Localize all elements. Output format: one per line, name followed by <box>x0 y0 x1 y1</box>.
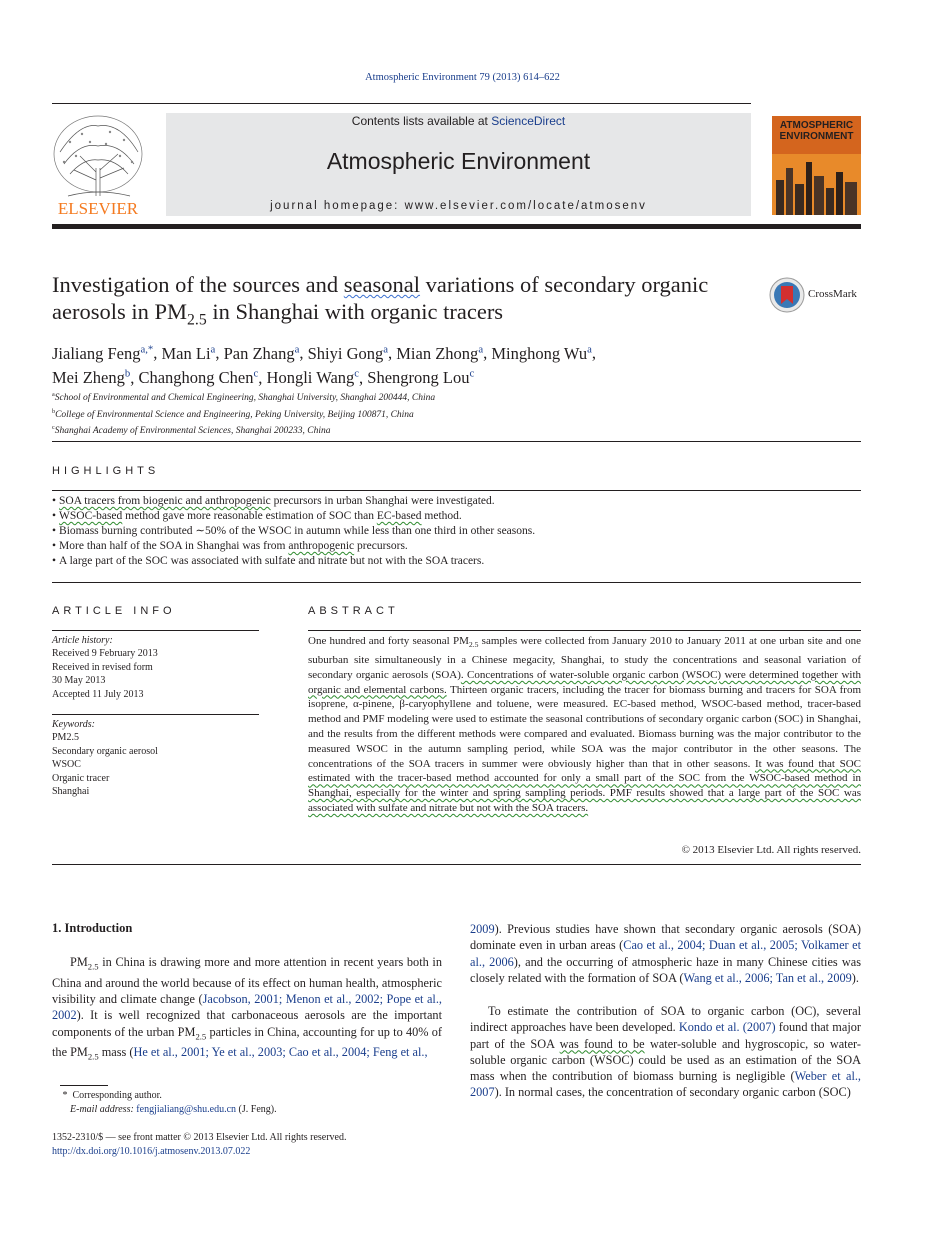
title-subscript: 2.5 <box>187 311 207 329</box>
highlight-item: • WSOC-based method gave more reasonable estimation of SOC than EC-based method. <box>52 509 861 524</box>
section-rule <box>52 441 861 442</box>
author[interactable]: Pan Zhang$^a$ <box>223 343 300 363</box>
cover-title: ATMOSPHERIC ENVIRONMENT <box>779 120 854 142</box>
keywords-rule <box>52 714 259 715</box>
section-rule <box>52 582 861 583</box>
footnote <box>60 1089 440 1117</box>
history-revised: Received in revised form <box>52 661 153 673</box>
reference-link[interactable]: He et al., 2001; Ye et al., 2003; Cao et al., 2004; Feng et al., <box>133 1045 428 1060</box>
intro-paragraph: $PM_{2.5}$ in China is drawing more and more attention in recent years both in China and around the world because of its effect on human health, atmospheric visibility and climate change (Jacobson, 2001; Menon et al., 2002; Pope et al., 2002). It is well recognized that carbonaceous aerosols are the important components of the urban $PM_{2.5}$ particles in China, accounting for up to 40% of the $PM_{2.5}$ mass (He et al., 2001; Ye et al., 2003; Cao et al., 2004; Feng et al., <box>52 955 442 1062</box>
article-info-rule <box>52 630 259 631</box>
highlight-item: • Biomass burning contributed ∼50% of the WSOC in autumn while less than one third in other seasons. <box>52 524 861 539</box>
front-matter <box>52 1131 552 1159</box>
issn-line: 1352-2310/$ — see front matter © 2013 Elsevier Ltd. All rights reserved. <box>52 1132 347 1143</box>
header-thick-rule <box>52 224 861 229</box>
article-info-heading: ARTICLE INFO <box>52 605 176 617</box>
email-suffix: (J. Feng). <box>236 1104 277 1115</box>
affiliations <box>52 389 752 439</box>
keywords-label: Keywords: <box>52 719 95 730</box>
intro-paragraph: 2009). Previous studies have shown that secondary organic aerosols (SOA) dominate even in urban areas (Cao et al., 2004; Duan et al., 2005; Volkamer et al., 2006), and the occurring of atmospheric haze in many Chinese cities was closely related with the formation of SOA (Wang et al., 2006; Tan et al., 2009). <box>470 922 861 985</box>
affiliation: $^c$Shanghai Academy of Environmental Sciences, Shanghai 200233, China <box>52 425 331 437</box>
footnote-rule <box>60 1085 108 1086</box>
reference-link[interactable]: Kondo et al. (2007) <box>678 1020 776 1035</box>
section-rule <box>52 864 861 865</box>
author[interactable]: Changhong Chen$^c$ <box>138 367 259 387</box>
corresponding-author-note: * Corresponding author. <box>60 1090 162 1101</box>
highlight-item: • More than half of the SOA in Shanghai was from anthropogenic precursors. <box>52 539 861 554</box>
highlight-item: • A large part of the SOC was associated with sulfate and nitrate but not with the SOA tracers. <box>52 554 861 569</box>
article-title <box>52 271 742 334</box>
email-link[interactable]: fengjialiang@shu.edu.cn <box>136 1104 237 1115</box>
journal-homepage[interactable]: journal homepage: www.elsevier.com/locate/atmosenv <box>270 200 647 212</box>
reference-link[interactable]: Weber et al., 2007 <box>470 1069 862 1100</box>
author[interactable]: Minghong Wu$^a$ <box>491 343 592 363</box>
contents-prefix: Contents lists available at <box>351 114 492 128</box>
highlights-list <box>52 494 861 569</box>
history-revised-date: 30 May 2013 <box>52 675 106 687</box>
author[interactable]: Hongli Wang$^c$ <box>266 367 360 387</box>
history-received: Received 9 February 2013 <box>52 648 158 660</box>
author[interactable]: Jialiang Feng$^{a,*}$ <box>52 343 154 363</box>
affiliation: $^a$School of Environmental and Chemical Engineering, Shanghai University, Shanghai 200444, China <box>52 392 436 404</box>
author[interactable]: Mei Zheng$^b$ <box>52 367 131 387</box>
keyword: Shanghai <box>52 786 90 798</box>
contents-line <box>166 114 751 128</box>
abstract-copyright: © 2013 Elsevier Ltd. All rights reserved. <box>681 844 861 856</box>
keyword: Organic tracer <box>52 772 110 784</box>
title-part: Investigation of the sources and <box>52 272 344 297</box>
highlight-item: • SOA tracers from biogenic and anthropogenic precursors in urban Shanghai were investigated. <box>52 494 861 509</box>
journal-cover <box>772 104 861 215</box>
keyword: WSOC <box>52 759 81 771</box>
title-part: variations of secondary organic aerosols in PM <box>52 272 709 324</box>
keywords <box>52 718 259 798</box>
reference-link[interactable]: Cao et al., 2004; Duan et al., 2005; Volkamer et al., 2006 <box>470 938 861 969</box>
article-history <box>52 634 259 701</box>
journal-citation[interactable]: Atmospheric Environment 79 (2013) 614–622 <box>365 72 560 83</box>
email-label: E-mail address: <box>70 1104 137 1115</box>
author[interactable]: Shiyi Gong$^a$ <box>307 343 389 363</box>
abstract-text: One hundred and forty seasonal $PM_{2.5}$ samples were collected from January 2010 to January 2011 at one urban site and one suburban site simultaneously in a Chinese megacity, Shanghai, to study the concentrations and seasonal variation of secondary organic aerosols (SOA). Concentrations of water-soluble organic carbon (WSOC) were determined together with organic and elemental carbons. Thirteen organic tracers, including the tracer for biomass burning and tracers for SOA from isoprene, α-pinene, β-caryophyllene and toluene, were measured. EC-based method, WSOC-based method, tracer-based method and PMF modeling were used to estimate the seasonal contributions of secondary organic carbon (SOC) in Shanghai, and the results from the different methods were compared and evaluated. Biomass burning was the major contributor to the measured WSOC in the autumn sampling period, while SOA was the major contributor in the other seasons. The concentrations of the SOA tracers in summer were obviously higher than that in other seasons. It was found that SOC estimated with the tracer-based method accounted for only a small part of the SOC from the WSOC-based method in Shanghai, especially for the winter and spring sampling periods. PMF results showed that a large part of the SOC was associated with sulfate and nitrate but not with the SOA tracers. <box>308 635 861 814</box>
title-part: in Shanghai with organic tracers <box>206 299 504 324</box>
reference-link[interactable]: Wang et al., 2006; Tan et al., 2009 <box>683 970 852 985</box>
reference-link[interactable]: 2009 <box>470 922 495 936</box>
elsevier-logo <box>50 112 146 218</box>
elsevier-tree-icon <box>50 112 146 218</box>
reference-link[interactable]: Jacobson, 2001; Menon et al., 2002; Pope et al., 2002 <box>52 992 442 1023</box>
header-rule <box>52 103 751 104</box>
history-accepted: Accepted 11 July 2013 <box>52 688 144 700</box>
author[interactable]: Shengrong Lou$^c$ <box>367 367 475 387</box>
author[interactable]: Mian Zhong$^a$ <box>396 343 484 363</box>
section-rule <box>52 490 861 491</box>
introduction-heading: 1. Introduction <box>52 921 133 935</box>
author[interactable]: Man Li$^a$ <box>161 343 216 363</box>
history-label: Article history: <box>52 635 113 646</box>
abstract-rule <box>308 630 861 631</box>
cover-top-band <box>772 104 861 116</box>
sciencedirect-link[interactable]: ScienceDirect <box>491 114 566 128</box>
elsevier-wordmark: ELSEVIER <box>57 199 139 218</box>
intro-paragraph: To estimate the contribution of SOA to organic carbon (OC), several indirect approaches have been developed. Kondo et al. (2007) found that major part of the SOA was found to be water-soluble and hygroscopic, so water-soluble organic carbon (WSOC) could be used as an estimation of the SOA mass when the contribution of biomass burning is negligible (Weber et al., 2007). In normal cases, the concentration of secondary organic carbon (SOC) <box>470 1004 862 1100</box>
keyword: PM2.5 <box>52 732 79 744</box>
affiliation: $^b$College of Environmental Science and Engineering, Peking University, Beijing 100871, China <box>52 408 414 420</box>
crossmark-icon <box>769 277 805 313</box>
title-spellcheck-word: seasonal <box>343 272 421 297</box>
journal-name: Atmospheric Environment <box>326 148 591 174</box>
crossmark-label[interactable]: CrossMark <box>808 288 857 300</box>
author-list: Jialiang Feng$^{a,*}$, Man Li$^a$, Pan Zhang$^a$, Shiyi Gong$^a$, Mian Zhong$^a$, Minghong Wu$^a$, Mei Zheng$^b$, Changhong Chen$^c$, Hongli Wang$^c$, Shengrong Lou$^c$ <box>52 343 596 387</box>
highlights-heading: HIGHLIGHTS <box>52 465 160 477</box>
abstract-heading: ABSTRACT <box>308 605 399 617</box>
cover-skyline-icon <box>772 154 861 215</box>
keyword: Secondary organic aerosol <box>52 745 158 757</box>
doi-link[interactable]: http://dx.doi.org/10.1016/j.atmosenv.2013.07.022 <box>52 1146 251 1157</box>
